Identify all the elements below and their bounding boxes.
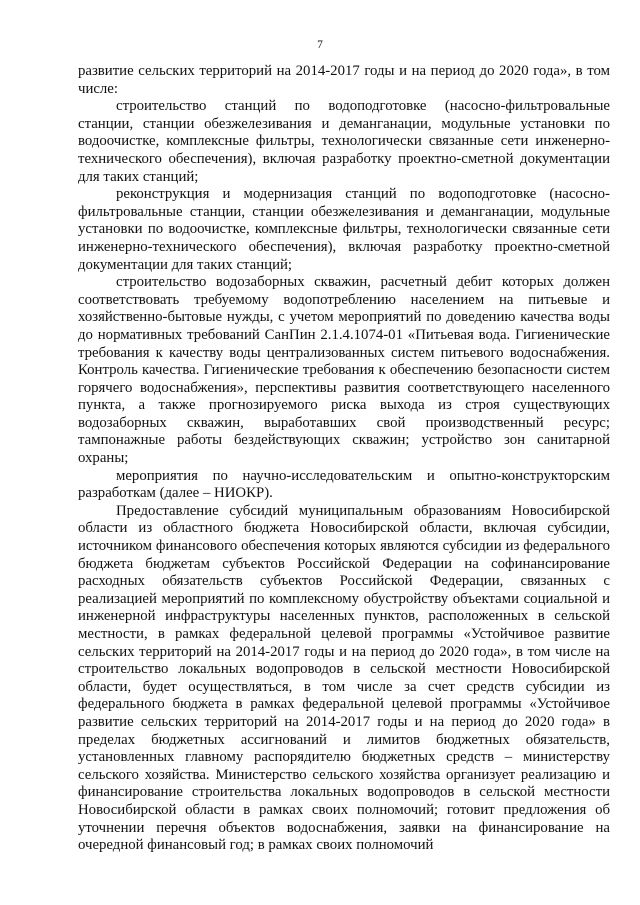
page-number: 7 [317,39,323,51]
paragraph-water-wells: строительство водозаборных скважин, расчетный дебит которых должен соответствовать требуемому водопотреблению населением на питьевые и хозяйственно-бытовые нужды, с учетом мероприятий по доведению качества воды до нормативных требований СанПин 2.1.4.1074-01 «Питьевая вода. Гигиенические требования к качеству воды централизованных систем питьевого водоснабжения. Контроль качества. Гигиенические требования к обеспечению безопасности систем горячего водоснабжения», перспективы развития соответствующего населенного пункта, а также прогнозируемого риска выхода из строя существующих водозаборных скважин, выработавших свой производственный ресурс; тампонажные работы бездействующих скважин; устройство зон санитарной охраны; [78,274,610,467]
paragraph-construction-stations: строительство станций по водоподготовке (насосно-фильтровальные станции, станции обезжелезивания и деманганации, модульные установки по водоочистке, комплексные фильтры, технологически связанные сети инженерно-технического обеспечения), включая разработку проектно-сметной документации для таких станций; [78,98,610,185]
document-body [78,63,610,855]
paragraph-intro: развитие сельских территорий на 2014-2017 годы и на период до 2020 года», в том числе: [78,63,610,97]
paragraph-reconstruction-stations: реконструкция и модернизация станций по водоподготовке (насосно-фильтровальные станции, станции обезжелезивания и деманганации, модульные установки по водоочистке, комплексные фильтры, технологически связанные сети инженерно-технического обеспечения), включая разработку проектно-сметной документации для таких станций; [78,186,610,273]
paragraph-subsidies: Предоставление субсидий муниципальным образованиям Новосибирской области из областного бюджета Новосибирской области, включая субсидии, источником финансового обеспечения которых являются субсидии из федерального бюджета бюджетам субъектов Российской Федерации на софинансирование расходных обязательств субъектов Российской Федерации, связанных с реализацией мероприятий по комплексному обустройству объектами социальной и инженерной инфраструктуры населенных пунктов, расположенных в сельской местности, в рамках федеральной целевой программы «Устойчивое развитие сельских территорий на 2014-2017 годы и на период до 2020 года», в том числе на строительство локальных водопроводов в сельской местности Новосибирской области, будет осуществляться, в том числе за счет средств субсидии из федерального бюджета в рамках федеральной целевой программы «Устойчивое развитие сельских территорий на 2014-2017 годы и на период до 2020 года» в пределах бюджетных ассигнований и лимитов бюджетных обязательств, установленных главному распорядителю бюджетных средств – министерству сельского хозяйства. Министерство сельского хозяйства организует реализацию и финансирование строительства локальных водопроводов в сельской местности Новосибирской области в рамках своих полномочий; готовит предложения об уточнении перечня объектов водоснабжения, заявки на финансирование на очередной финансовый год; в рамках своих полномочий [78,502,610,854]
paragraph-research: мероприятия по научно-исследовательским и опытно-конструкторским разработкам (далее – НИОКР). [78,467,610,502]
